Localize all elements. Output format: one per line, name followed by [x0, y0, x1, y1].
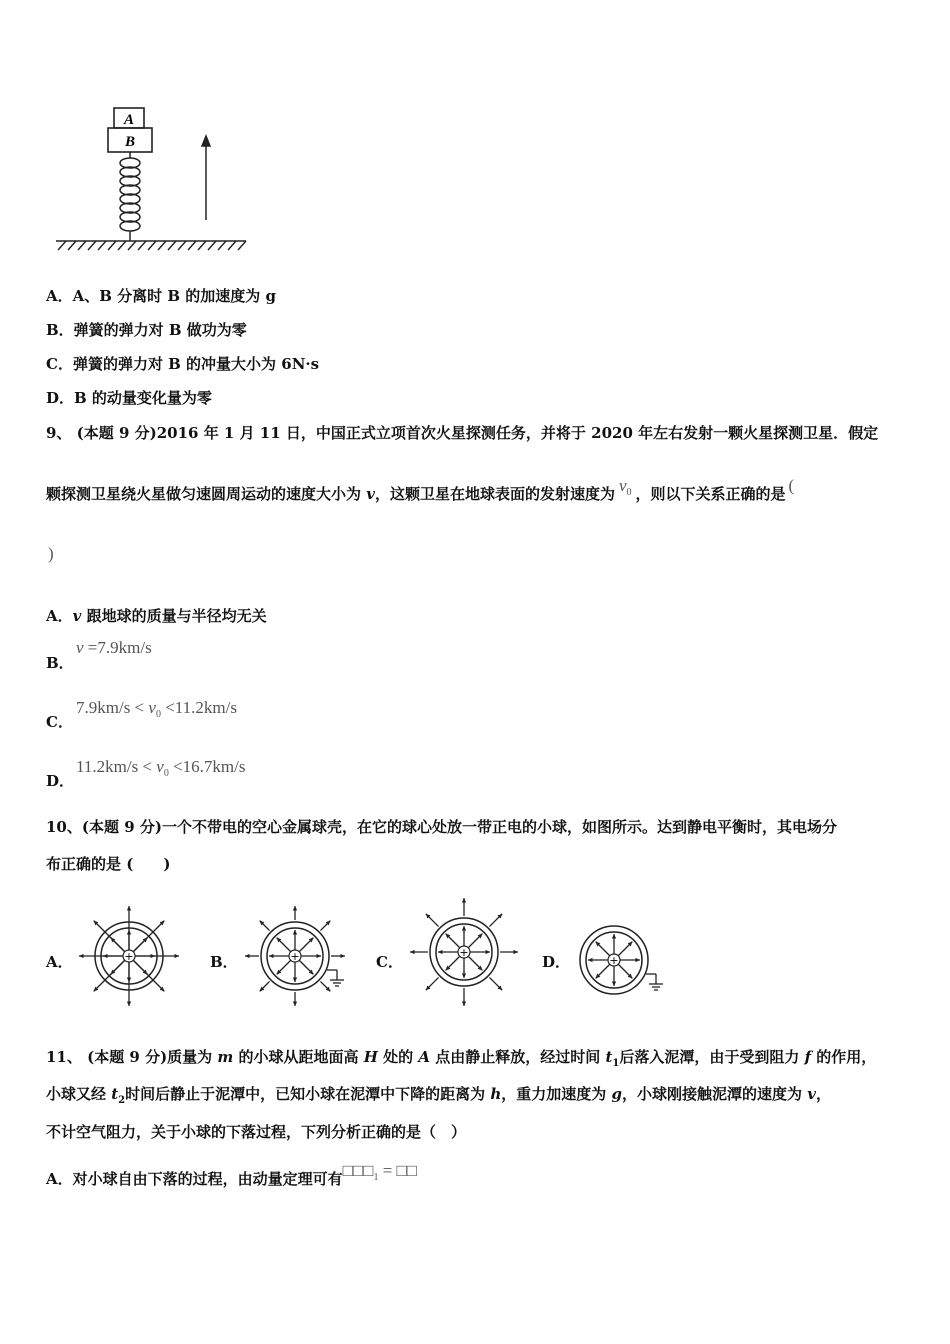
field-diagram-c: [407, 894, 521, 1010]
charge-sign: +: [459, 946, 469, 959]
ground-symbol: [327, 970, 344, 986]
q9-v0-symbol: $v_0$: [618, 476, 632, 498]
outer-field-arrow: [293, 992, 297, 1006]
field-line-arrow: [133, 960, 164, 991]
inner-field-arrow: [596, 942, 610, 956]
inner-field-arrow: [470, 950, 490, 954]
inner-field-arrow: [612, 934, 616, 954]
inner-field-arrow: [462, 958, 466, 978]
inner-field-arrow: [269, 954, 289, 958]
outer-field-arrow: [489, 977, 502, 990]
inner-field-arrow: [299, 938, 313, 952]
outer-field-arrow: [426, 977, 439, 990]
outer-field-arrow: [320, 921, 330, 931]
q9-option-c-label: C．: [46, 713, 73, 731]
field-line-arrow: [94, 921, 125, 952]
q9-option-c-formula: $7.9km/s < v_0 <11.2km/s$: [76, 698, 237, 720]
q9-line1: 9、 (本题 9 分)2016 年 1 月 11 日，中国正式立项首次火星探测任务，并将于 2020 年左右发射一颗火星探测卫星．假定: [46, 424, 879, 442]
q9-option-b-formula: v =7.9km/s: [76, 638, 152, 657]
field-diagram-b: [240, 904, 350, 1008]
spring: [120, 152, 140, 241]
q9-option-a: A．v 跟地球的质量与半径均无关: [46, 607, 267, 625]
outer-field-arrow: [260, 921, 270, 931]
inner-field-arrow: [277, 960, 291, 974]
charge-sign: +: [609, 954, 619, 967]
q11-line3: 不计空气阻力，关于小球的下落过程，下列分析正确的是（ ）: [46, 1123, 467, 1141]
inner-field-arrow: [612, 966, 616, 986]
ground-symbol: [646, 974, 663, 990]
inner-field-arrow: [301, 954, 321, 958]
field-diagram-d: [576, 922, 672, 998]
inner-field-arrow: [618, 942, 632, 956]
q8-option-a: A．A、B 分离时 B 的加速度为 g: [46, 287, 277, 305]
outer-field-arrow: [426, 914, 439, 927]
field-diagram-a: [74, 904, 184, 1008]
q9-option-d-label: D．: [46, 772, 75, 790]
outer-field-arrow: [245, 954, 259, 958]
q10-label-b: B．: [210, 953, 238, 971]
inner-field-arrow: [468, 956, 482, 970]
inner-field-arrow: [462, 926, 466, 946]
block-b-label: B: [124, 134, 136, 150]
charge-sign: +: [124, 950, 134, 963]
outer-field-arrow: [489, 914, 502, 927]
outer-field-arrow: [260, 981, 270, 991]
ground: [56, 241, 246, 250]
block-a-label: A: [123, 112, 135, 128]
inner-field-arrow: [438, 950, 458, 954]
inner-field-arrow: [468, 934, 482, 948]
inner-field-arrow: [446, 956, 460, 970]
inner-field-arrow: [618, 964, 632, 978]
inner-field-arrow: [446, 934, 460, 948]
inner-field-arrow: [277, 938, 291, 952]
q9-v-symbol: v: [366, 485, 375, 503]
outer-field-arrow: [320, 981, 330, 991]
q8-option-d: D．B 的动量变化量为零: [46, 389, 212, 407]
outer-field-arrow: [410, 950, 428, 954]
inner-field-arrow: [596, 964, 610, 978]
field-line-arrow: [133, 921, 164, 952]
q10-label-c: C．: [376, 953, 403, 971]
q9-option-d-formula: $11.2km/s < v_0 <16.7km/s$: [76, 757, 246, 779]
outer-field-arrow: [293, 906, 297, 920]
q11-option-a: A．对小球自由下落的过程，由动量定理可有$□□□_1$ = □□: [46, 1161, 418, 1188]
velocity-arrow: [202, 136, 210, 220]
spring-block-figure: [46, 100, 256, 260]
q9-line2: 颗探测卫星绕火星做匀速圆周运动的速度大小为 v，这颗卫星在地球表面的发射速度为 $v_0$ ，则以下关系正确的是 (: [46, 476, 795, 503]
outer-field-arrow: [500, 950, 518, 954]
q10-label-d: D．: [542, 953, 571, 971]
q11-line2: 小球又经 $t_2$时间后静止于泥潭中，已知小球在泥潭中下降的距离为 h，重力加速度为 g，小球刚接触泥潭的速度为 v，: [46, 1085, 831, 1106]
outer-field-arrow: [462, 988, 466, 1006]
inner-field-arrow: [620, 958, 640, 962]
q9-option-b-label: B．: [46, 654, 74, 672]
field-line-arrow: [94, 960, 125, 991]
q10-line2: 布正确的是 ( ): [46, 855, 171, 873]
inner-field-arrow: [293, 930, 297, 950]
q8-option-b: B．弹簧的弹力对 B 做功为零: [46, 321, 247, 339]
outer-field-arrow: [462, 898, 466, 916]
q10-line1: 10、(本题 9 分)一个不带电的空心金属球壳，在它的球心处放一带正电的小球，如图所示。达到静电平衡时，其电场分: [46, 818, 837, 836]
q11-option-a-formula: $□□□_1$ = □□: [342, 1161, 418, 1183]
q8-option-c: C．弹簧的弹力对 B 的冲量大小为 6N·s: [46, 355, 320, 373]
inner-field-arrow: [299, 960, 313, 974]
outer-field-arrow: [331, 954, 345, 958]
inner-field-arrow: [293, 962, 297, 982]
q10-label-a: A．: [46, 953, 73, 971]
inner-field-arrow: [588, 958, 608, 962]
q11-line1: 11、 (本题 9 分)质量为 m 的小球从距地面高 H 处的 A 点由静止释放，经过时间 $t_1$后落入泥潭，由于受到阻力 f 的作用，: [46, 1048, 877, 1069]
charge-sign: +: [290, 950, 300, 963]
q9-paren-close: ): [48, 544, 54, 563]
